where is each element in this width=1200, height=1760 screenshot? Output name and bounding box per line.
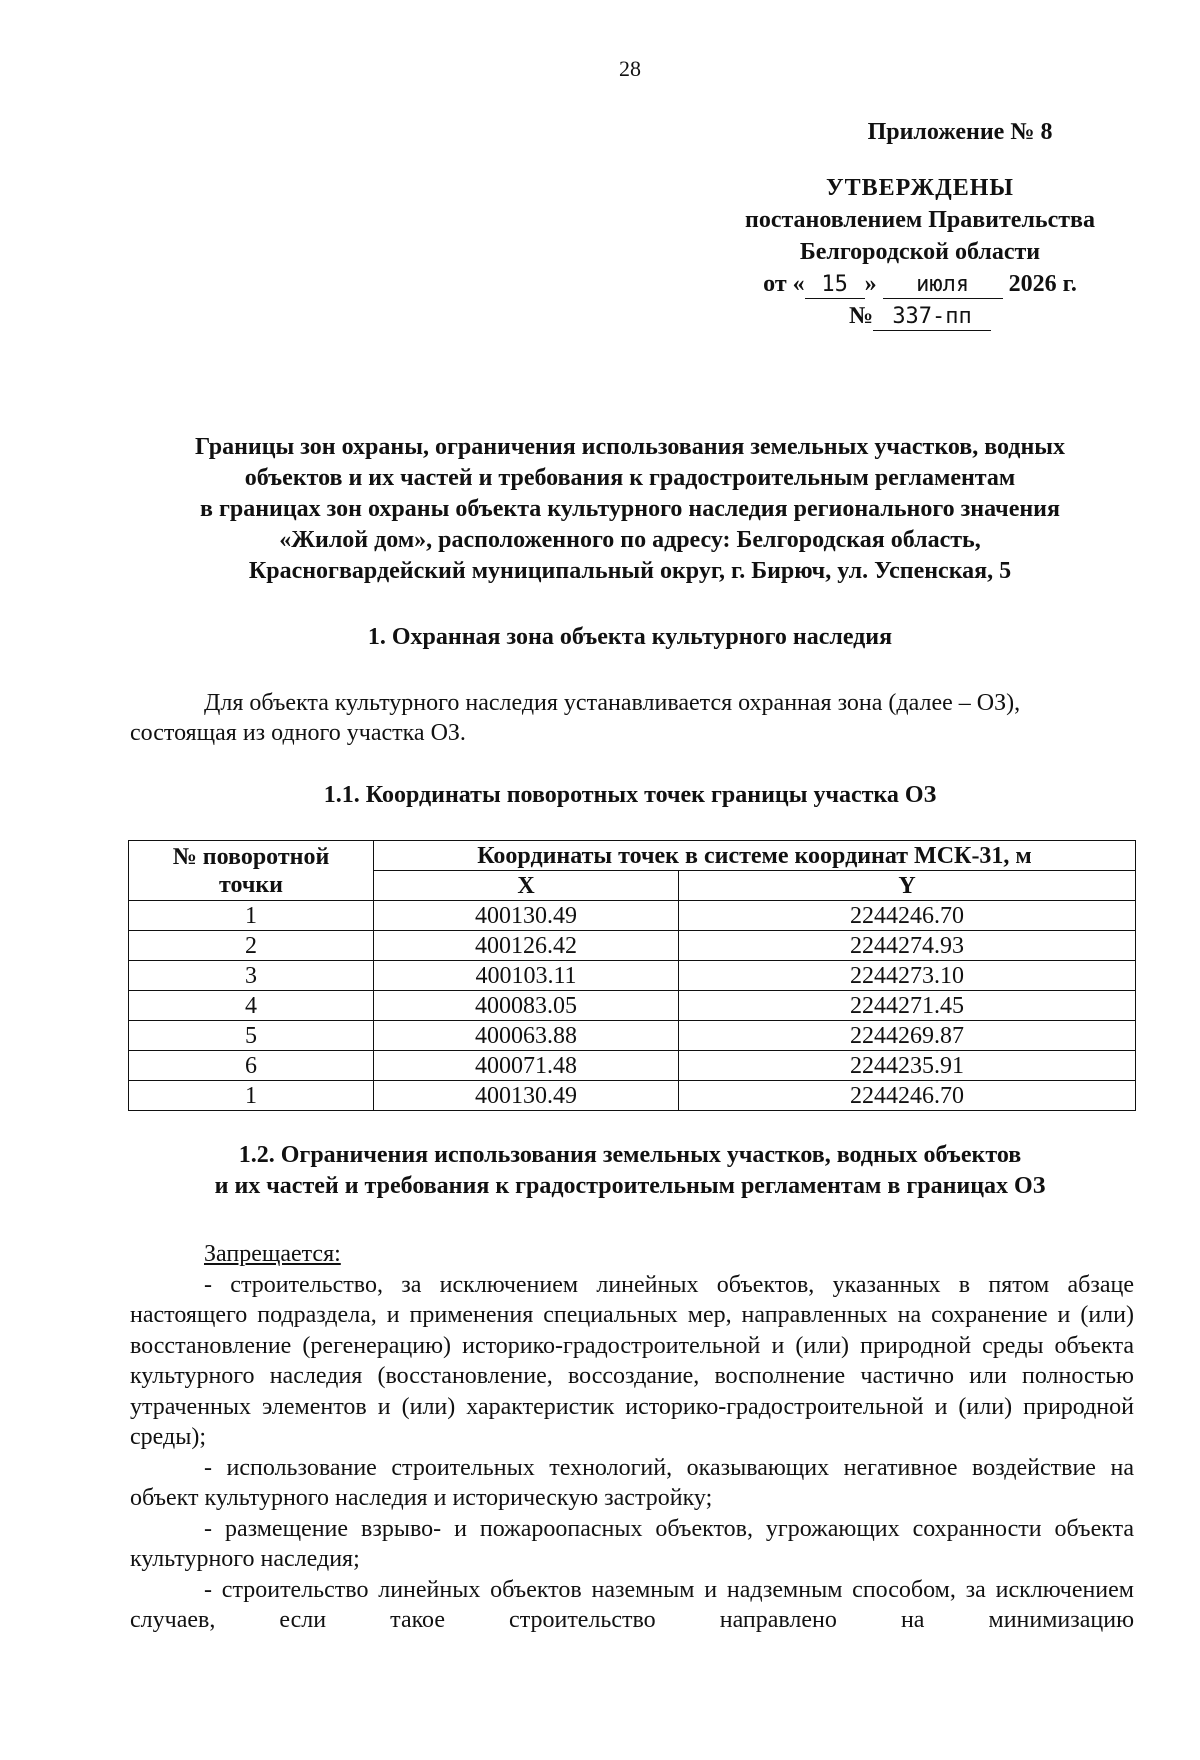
cell-y: 2244274.93 <box>679 931 1136 961</box>
approval-number-line <box>700 300 1140 332</box>
approval-stamp <box>700 116 1140 332</box>
cell-point: 3 <box>129 961 374 991</box>
cell-y: 2244273.10 <box>679 961 1136 991</box>
section-1-intro <box>130 688 1134 748</box>
title-line: «Жилой дом», расположенного по адресу: Белгородская область, <box>279 527 981 553</box>
section-1-2-heading-line1: 1.2. Ограничения использования земельных участков, водных объектов <box>238 1142 1022 1168</box>
cell-x: 400130.49 <box>374 1081 679 1111</box>
title-line: объектов и их частей и требования к градостроительным регламентам <box>244 465 1016 491</box>
cell-y: 2244246.70 <box>679 901 1136 931</box>
table-row <box>129 901 1136 931</box>
cell-x: 400126.42 <box>374 931 679 961</box>
section-1-1-heading: 1.1. Координаты поворотных точек границы участка ОЗ <box>323 782 937 808</box>
prohibitions-list <box>130 1239 1134 1636</box>
title-line: Границы зон охраны, ограничения использования земельных участков, водных <box>194 434 1066 460</box>
date-month: июля <box>883 272 1003 299</box>
header-y: Y <box>679 871 1136 901</box>
date-day: 15 <box>805 272 865 299</box>
table-row <box>129 1021 1136 1051</box>
cell-x: 400130.49 <box>374 901 679 931</box>
decree-number: 337-пп <box>873 304 991 331</box>
approval-date-line <box>700 268 1140 300</box>
table-row <box>129 1051 1136 1081</box>
cell-point: 4 <box>129 991 374 1021</box>
header-point <box>129 841 374 901</box>
header-x: X <box>374 871 679 901</box>
approved-label: УТВЕРЖДЕНЫ <box>826 175 1014 201</box>
prohibition-item: - использование строительных технологий, оказывающих негативное воздействие на объект культурного наследия и историческую застройку; <box>130 1454 1134 1511</box>
cell-point: 1 <box>129 901 374 931</box>
section-1-2-heading-line2: и их частей и требования к градостроительным регламентам в границах ОЗ <box>214 1173 1046 1199</box>
intro-line-2: состоящая из одного участка ОЗ. <box>130 720 466 746</box>
cell-x: 400083.05 <box>374 991 679 1021</box>
prohibited-label: Запрещается: <box>204 1241 341 1267</box>
cell-y: 2244271.45 <box>679 991 1136 1021</box>
document-title <box>120 432 1140 587</box>
cell-point: 5 <box>129 1021 374 1051</box>
intro-line-1: Для объекта культурного наследия устанавливается охранная зона (далее – ОЗ), <box>204 690 1021 716</box>
number-prefix: № <box>848 303 874 329</box>
cell-point: 6 <box>129 1051 374 1081</box>
table-row <box>129 991 1136 1021</box>
cell-y: 2244246.70 <box>679 1081 1136 1111</box>
prohibition-item: - строительство линейных объектов наземным и надземным способом, за исключением случаев, если такое строительство направлено на минимизацию <box>130 1576 1134 1633</box>
annex-label: Приложение № 8 <box>867 119 1053 145</box>
section-1-2-heading <box>120 1140 1140 1202</box>
cell-point: 1 <box>129 1081 374 1111</box>
header-point-line1: № поворотной <box>172 843 330 870</box>
table-row <box>129 931 1136 961</box>
title-line: в границах зон охраны объекта культурного наследия регионального значения <box>199 496 1060 522</box>
cell-x: 400063.88 <box>374 1021 679 1051</box>
header-point-line2: точки <box>218 871 284 898</box>
cell-y: 2244235.91 <box>679 1051 1136 1081</box>
table-row <box>129 961 1136 991</box>
title-line: Красногвардейский муниципальный округ, г. Бирюч, ул. Успенская, 5 <box>248 558 1012 584</box>
table-row <box>129 1081 1136 1111</box>
cell-x: 400071.48 <box>374 1051 679 1081</box>
approval-authority-line1: постановлением Правительства <box>744 207 1095 233</box>
date-mid: » <box>864 271 877 297</box>
section-1-heading: 1. Охранная зона объекта культурного наследия <box>367 624 893 650</box>
page-number: 28 <box>619 56 641 81</box>
cell-y: 2244269.87 <box>679 1021 1136 1051</box>
date-prefix: от « <box>763 271 805 297</box>
cell-point: 2 <box>129 931 374 961</box>
cell-x: 400103.11 <box>374 961 679 991</box>
coordinates-table <box>128 840 1136 1111</box>
date-year: 2026 г. <box>1008 271 1077 297</box>
approval-authority-line2: Белгородской области <box>799 239 1041 265</box>
prohibition-item: - строительство, за исключением линейных объектов, указанных в пятом абзаце настоящего подраздела, и применения специальных мер, направленных на сохранение и (или) восстановление (регенерацию) историко-градостроительной и (или) природной среды объекта культурного наследия (восстановление, воссоздание, восполнение частично или полностью утраченных элементов и (или) характеристик историко-градостроительной и (или) природной среды); <box>130 1271 1134 1450</box>
prohibition-item: - размещение взрыво- и пожароопасных объектов, угрожающих сохранности объекта культурного наследия; <box>130 1515 1134 1572</box>
header-coordinates: Координаты точек в системе координат МСК-31, м <box>374 841 1136 871</box>
